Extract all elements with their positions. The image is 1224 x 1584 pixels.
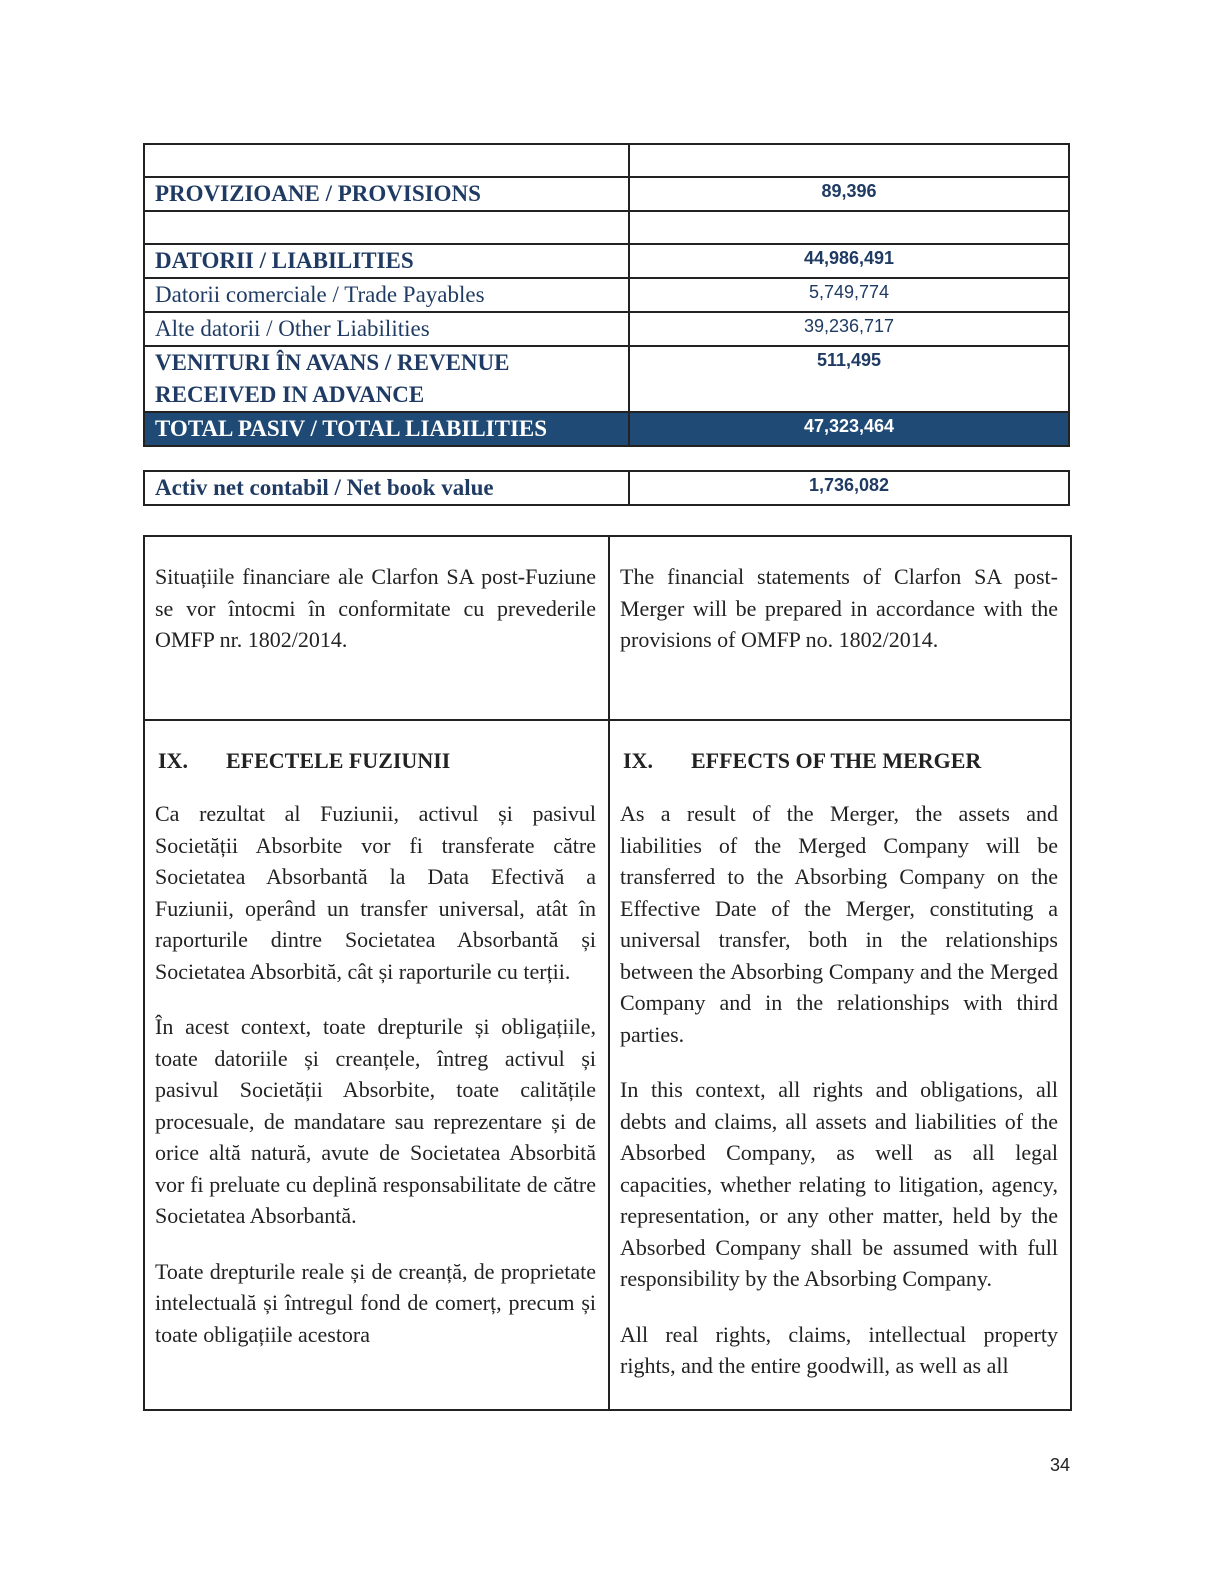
table-row [144,278,1069,312]
liabilities-value: 44,986,491 [629,244,1069,278]
revenue-advance-value: 511,495 [629,346,1069,412]
net-book-value-label: Activ net contabil / Net book value [144,471,629,505]
liabilities-label: DATORII / LIABILITIES [144,244,629,278]
row-value [629,211,1069,244]
table-row [144,412,1069,446]
page-number: 34 [1049,1455,1070,1475]
net-book-value-table [143,470,1070,506]
paragraph-ro: Toate drepturile reale și de creanță, de proprietate intelectuală și întregul fond de comerț, precum și toate obligațiile acestora [155,1258,596,1347]
other-liabilities-label: Alte datorii / Other Liabilities [144,312,629,346]
section-ro-cell [144,720,609,1410]
table-row [144,471,1069,505]
table-row [144,177,1069,211]
total-liabilities-value: 47,323,464 [629,412,1069,446]
paragraph-en: All real rights, claims, intellectual property rights, and the entire goodwill, as well as all [620,1321,1058,1378]
table-row [144,144,1069,177]
trade-payables-label: Datorii comerciale / Trade Payables [144,278,629,312]
section-heading-en [623,745,1058,776]
financial-statements-ro: Situațiile financiare ale Clarfon SA post-Fuziune se vor întocmi în conformitate cu prevederile OMFP nr. 1802/2014. [144,536,609,720]
paragraph-en: In this context, all rights and obligations, all debts and claims, all assets and liabilities of the Absorbed Company, as well as all legal capacities, whether relating to litigation, agency, representation, or any other matter, held by the Absorbed Company shall be assumed with full responsibility by the Absorbing Company. [620,1077,1058,1291]
row-label [144,144,629,177]
trade-payables-value: 5,749,774 [629,278,1069,312]
total-liabilities-label: TOTAL PASIV / TOTAL LIABILITIES [144,412,629,446]
section-title-ro: EFECTELE FUZIUNII [226,748,451,773]
section-number: IX. [158,748,188,773]
table-row [144,536,1071,720]
table-row [144,312,1069,346]
financial-statements-en: The financial statements of Clarfon SA post-Merger will be prepared in accordance with the provisions of OMFP no. 1802/2014. [609,536,1071,720]
table-row [144,720,1071,1410]
table-row [144,346,1069,412]
paragraph-en: As a result of the Merger, the assets and liabilities of the Merged Company will be transferred to the Absorbing Company on the Effective Date of the Merger, constituting a universal transfer, both in the relationships between the Absorbing Company and the Merged Company and in the relationships with third parties. [620,801,1058,1047]
row-value [629,144,1069,177]
provisions-label: PROVIZIOANE / PROVISIONS [144,177,629,211]
provisions-value: 89,396 [629,177,1069,211]
row-label [144,211,629,244]
section-number: IX. [623,748,653,773]
table-row [144,211,1069,244]
paragraph-ro: În acest context, toate drepturile și obligațiile, toate datoriile și creanțele, întreg activul și pasivul Societății Absorbite, toate calitățile procesuale, de mandatare sau reprezentare și de orice altă natură, avute de Societatea Absorbită vor fi preluate cu deplină responsabilitate de către Societatea Absorbantă. [155,1014,596,1228]
revenue-advance-label: VENITURI ÎN AVANS / REVENUE RECEIVED IN ADVANCE [144,346,629,412]
section-heading-ro [158,745,596,776]
section-en-cell [609,720,1071,1410]
other-liabilities-value: 39,236,717 [629,312,1069,346]
balance-sheet-table [143,143,1070,447]
bilingual-text-table [143,535,1072,1411]
table-row [144,244,1069,278]
net-book-value-value: 1,736,082 [629,471,1069,505]
section-title-en: EFFECTS OF THE MERGER [691,748,982,773]
paragraph-ro: Ca rezultat al Fuziunii, activul și pasivul Societății Absorbite vor fi transferate către Societatea Absorbantă la Data Efectivă a Fuziunii, operând un transfer universal, atât în raporturile dintre Societatea Absorbantă și Societatea Absorbită, cât și raporturile cu terții. [155,801,596,984]
